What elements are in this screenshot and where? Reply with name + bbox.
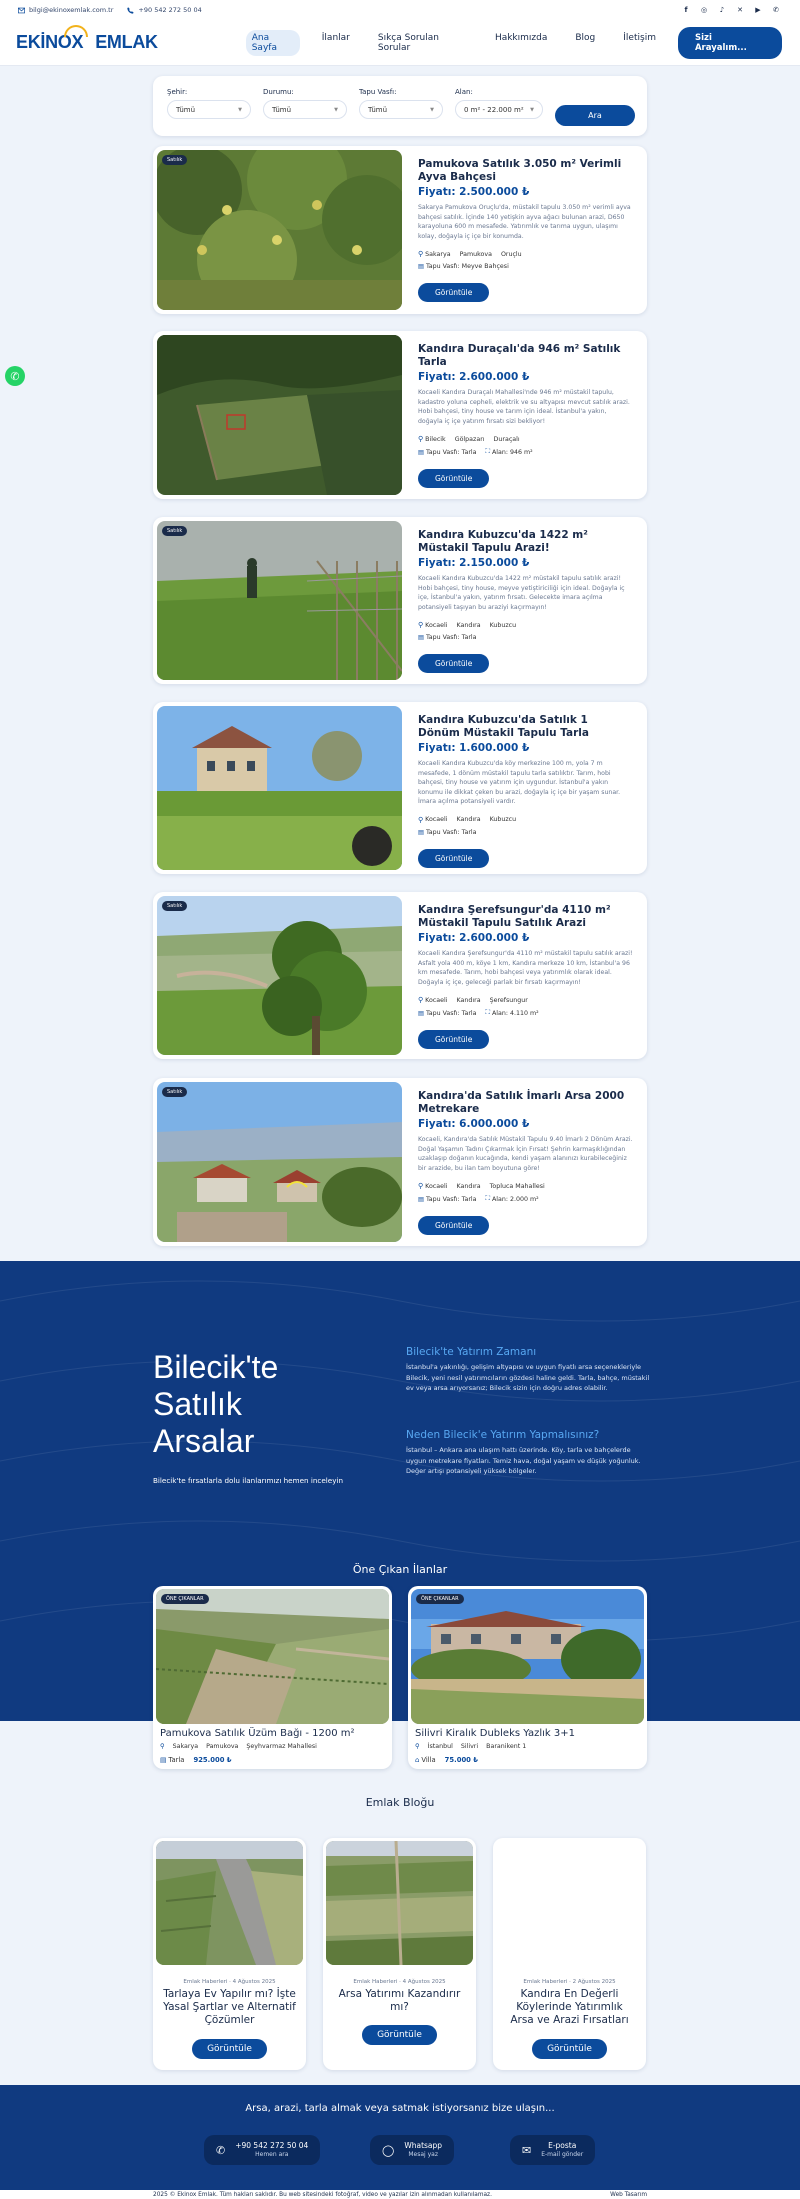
listing-photo (157, 521, 402, 680)
listing-image[interactable] (157, 1082, 402, 1242)
hero-section-2 (406, 1429, 651, 1477)
whatsapp-float-button[interactable] (5, 366, 25, 386)
view-listing-button[interactable]: Görüntüle (418, 1216, 489, 1235)
logo[interactable] (16, 32, 158, 53)
featured-price-row: ▤ Tarla 925.000 ₺ (160, 1756, 232, 1764)
listing-badge: Satılık (162, 155, 187, 165)
area-filter (455, 88, 543, 119)
logo-right: EMLAK (95, 32, 158, 52)
deed-icon: ▤ (160, 1756, 167, 1764)
nav-faq[interactable]: Sıkça Sorulan Sorular (377, 32, 439, 53)
listing-description: Sakarya Pamukova Oruçlu'da, müstakil tapulu 3.050 m² verimli ayva bahçesi satılık. İçinde 140 yetişkin ayva ağacı bulunan arazi, D650 karayoluna 600 m mesafede. Yatırımlık ve tarıma uygun, ulaşımı kolay, doğayla iç içe bir konumda. (418, 204, 631, 240)
chevron-down-icon: ▼ (238, 106, 242, 113)
blog-card[interactable] (153, 1838, 306, 2070)
featured-location: ⚲ İstanbul Silivri Baranikent 1 (415, 1743, 527, 1750)
whatsapp-icon: ✆ (10, 369, 20, 383)
hero-s1-text: İstanbul'a yakınlığı, gelişim altyapısı ve uygun fiyatlı arsa seçenekleriyle Bilecik, yeni nesil yatırımcıların gözdesi haline geldi. Tarla, bahçe, müstakil ev veya arsa arıyorsanız; Bilecik sizin için doğru adres olabilir. (406, 1363, 650, 1392)
listing-badge: Satılık (162, 1087, 187, 1097)
pin-icon: ⚲ (418, 1182, 424, 1190)
listing-location: ⚲ Sakarya Pamukova Oruçlu (418, 250, 522, 258)
listing-photo (157, 150, 402, 310)
pin-icon: ⚲ (418, 815, 424, 824)
blog-card[interactable] (323, 1838, 476, 2070)
featured-card[interactable] (153, 1586, 392, 1769)
whatsapp-icon[interactable]: ✆ (773, 6, 779, 14)
house-icon: ⌂ (415, 1756, 420, 1764)
nav-listings[interactable]: İlanlar (321, 32, 350, 43)
area-label: Alan: (455, 88, 473, 96)
blog-meta: Emlak Haberleri · 4 Ağustos 2025 (353, 1979, 446, 1985)
listing-details: ▤ Tapu Vasfı: Tarla (418, 634, 477, 641)
status-select[interactable]: Tümü ▼ (263, 100, 347, 119)
listing-price: Fiyatı: 2.150.000 ₺ (418, 557, 530, 569)
main-nav (0, 20, 800, 66)
nav-menu (246, 30, 678, 56)
deed-icon: ▤ (418, 634, 424, 641)
deed-icon: ▤ (418, 1195, 424, 1203)
blog-view-button[interactable]: Görüntüle (153, 2036, 306, 2059)
nav-home[interactable]: Ana Sayfa (246, 30, 300, 56)
listing-details: ▤ Tapu Vasfı: Tarla ⛶ Alan: 4.110 m² (418, 1009, 539, 1017)
hero-subtitle: Bilecik'te fırsatlarla dolu ilanlarımızı hemen inceleyin (153, 1476, 343, 1485)
whatsapp-contact-button[interactable]: ◯ Whatsapp Mesaj yaz (370, 2135, 454, 2165)
blog-image (156, 1841, 303, 1965)
featured-image (156, 1589, 389, 1724)
instagram-icon[interactable]: ◎ (700, 6, 708, 14)
contact-title: Arsa, arazi, tarla almak veya satmak istiyorsanız bize ulaşın... (245, 2103, 555, 2114)
featured-badge: ÖNE ÇIKANLAR (416, 1594, 464, 1604)
listing-body (418, 904, 633, 1049)
status-label: Durumu: (263, 88, 294, 96)
footer (0, 2190, 800, 2199)
view-listing-button[interactable]: Görüntüle (418, 283, 489, 302)
hero-s1-title: Bilecik'te Yatırım Zamanı (406, 1346, 537, 1358)
view-listing-button[interactable]: Görüntüle (418, 1030, 489, 1049)
deed-filter (359, 88, 443, 119)
nav-about[interactable]: Hakkımızda (494, 32, 548, 43)
blog-card[interactable] (493, 1838, 646, 2070)
deed-icon: ▤ (418, 828, 424, 836)
hero-s2-text: İstanbul – Ankara ana ulaşım hattı üzerinde. Köy, tarla ve bahçelerde uygun metrekare fiyatları. Temiz hava, doğal yaşam ve düşük yoğunluk. Değer artışı potansiyeli yüksek bölgeler. (406, 1446, 641, 1475)
listing-location: ⚲ Kocaeli Kandıra Kubuzcu (418, 621, 517, 629)
featured-title-2: Silivri Kiralık Dubleks Yazlık 3+1 (415, 1728, 576, 1739)
email-link[interactable] (18, 6, 113, 14)
city-label: Şehir: (167, 88, 188, 96)
featured-badge: ÖNE ÇIKANLAR (161, 1594, 209, 1604)
featured-image (411, 1589, 644, 1724)
social-links (674, 4, 782, 16)
contact-section (0, 2085, 800, 2190)
web-design-credit[interactable]: Web Tasarım (610, 2191, 647, 2198)
listing-photo (157, 706, 402, 870)
listing-description: Kocaeli, Kandıra'da Satılık Müstakil Tapulu 9.40 İmarlı 2 Dönüm Arazi. Doğal Yaşamın Tadını Çıkarmak İçin Fırsat! Şehrin karmaşıklığından uzaklaşıp doğanın kucağında, kendi yaşam alanınızı kurabileceğiniz bir arazide, bu ilan tam boyutuna göre! (418, 1136, 633, 1172)
hero-s2-title: Neden Bilecik'e Yatırım Yapmalısınız? (406, 1429, 600, 1441)
copyright: 2025 © Ekinox Emlak. Tüm hakları saklıdır. Bu web sitesindeki fotoğraf, video ve yazılar izin alınmadan kullanılamaz. (153, 2191, 492, 2198)
listing-title[interactable]: Pamukova Satılık 3.050 m² Verimli Ayva Bahçesi (418, 158, 622, 183)
listing-details: ▤ Tapu Vasfı: Meyve Bahçesi (418, 263, 509, 270)
phone-text: +90 542 272 50 04 (138, 6, 202, 14)
nav-blog[interactable]: Blog (575, 32, 596, 43)
listing-price: Fiyatı: 2.600.000 ₺ (418, 932, 530, 944)
listing-title[interactable]: Kandıra Kubuzcu'da 1422 m² Müstakil Tapulu Arazi! (418, 529, 588, 554)
listing-photo (157, 335, 402, 495)
youtube-icon[interactable]: ▶ (755, 6, 761, 14)
logo-left: EKİNOX (16, 32, 84, 52)
listing-badge: Satılık (162, 526, 187, 536)
listing-photo (157, 1082, 402, 1242)
listing-description: Kocaeli Kandıra Kubuzcu'da köy merkezine 100 m, yola 7 m mesafede, 1 dönüm müstakil tapulu tarla satılıktır. Tarım, hobi bahçesi, tiny house ve yatırım için uygundur. İstanbul'a yakın konumu ile dikkat çeken bu arazi, doğayla iç içe bir yaşam sunar. İmara açılma potansiyeli vardır. (418, 760, 621, 805)
x-icon[interactable]: ✕ (737, 6, 743, 14)
city-filter (167, 88, 251, 119)
view-listing-button[interactable]: Görüntüle (418, 654, 489, 673)
blog-image (326, 1841, 473, 1965)
listing-details: ▤ Tapu Vasfı: Tarla ⛶ Alan: 946 m² (418, 448, 533, 456)
chevron-down-icon: ▼ (430, 106, 434, 113)
featured-location: ⚲ Sakarya Pamukova Şeyhvarmaz Mahallesi (160, 1743, 317, 1750)
wave-pattern (0, 1261, 800, 1721)
deed-icon: ▤ (418, 263, 424, 270)
area-icon: ⛶ (485, 448, 490, 455)
listing-photo (157, 896, 402, 1055)
listing-description: Kocaeli Kandıra Duraçalı Mahallesi'nde 946 m² müstakil tapulu, kadastro yoluna cepheli, elektrik ve su altyapısı mevcut satılık arazi. Hobi bahçesi, tiny house ve tarım için ideal. İstanbul'a yakın, doğayla iç içe yatırım fırsatı sizi bekliyor! (418, 389, 630, 425)
listing-image[interactable] (157, 335, 402, 495)
featured-card[interactable] (408, 1586, 647, 1769)
listing-location: ⚲ Kocaeli Kandıra Kubuzcu (418, 815, 517, 824)
deed-icon: ▤ (418, 448, 424, 456)
listing-price: Fiyatı: 2.600.000 ₺ (418, 371, 530, 383)
hero-section (0, 1261, 800, 1721)
listing-image[interactable] (157, 150, 402, 310)
blog-post-title[interactable]: Tarlaya Ev Yapılır mı? İşte Yasal Şartlar ve Alternatif Çözümler (163, 1988, 296, 2026)
listing-location: ⚲ Kocaeli Kandıra Şerefsungur (418, 996, 528, 1004)
listing-location: ⚲ Kocaeli Kandıra Topluca Mahallesi (418, 1182, 545, 1190)
nav-contact[interactable]: İletişim (623, 32, 656, 43)
blog-meta: Emlak Haberleri · 4 Ağustos 2025 (183, 1979, 276, 1985)
listing-card[interactable] (153, 702, 647, 874)
mail-icon (18, 7, 25, 14)
city-select[interactable]: Tümü ▼ (167, 100, 251, 119)
whatsapp-icon: ◯ (382, 2143, 395, 2157)
blog-title: Emlak Bloğu (365, 1796, 435, 1809)
listing-description: Kocaeli Kandıra Şerefsungur'da 4110 m² müstakil tapulu satılık arazi! Asfalt yola 400 m, köye 1 km, Kandıra merkeze 10 km, İstanbul'a 96 km mesafede. Tarım, hobi bahçesi veya yatırımlık olarak ideal. Doğayla iç içe, geleceği parlak bir fırsatı kaçırmayın! (418, 950, 633, 986)
listing-price: Fiyatı: 2.500.000 ₺ (418, 186, 530, 198)
blog-view-button[interactable]: Görüntüle (493, 2036, 646, 2059)
email-text: bilgi@ekinoxemlak.com.tr (29, 6, 114, 14)
pin-icon: ⚲ (418, 250, 424, 258)
view-listing-button[interactable]: Görüntüle (418, 469, 489, 488)
view-listing-button[interactable]: Görüntüle (418, 849, 489, 868)
listing-body (418, 1090, 633, 1235)
chevron-down-icon: ▼ (334, 106, 338, 113)
blog-post-title[interactable]: Kandıra En Değerli Köylerinde Yatırımlık Arsa ve Arazi Fırsatları (510, 1988, 629, 2026)
hero-section-1 (406, 1346, 651, 1394)
listing-card[interactable] (153, 517, 647, 684)
listing-body (418, 714, 633, 868)
callback-button[interactable]: Sizi Arayalım... (678, 27, 782, 59)
mail-icon: ✉ (522, 2143, 532, 2157)
listing-details: ▤ Tapu Vasfı: Tarla (418, 828, 477, 836)
listing-image[interactable] (157, 521, 402, 680)
phone-icon (127, 7, 134, 14)
logo-arc-icon (64, 25, 88, 37)
listing-description: Kocaeli Kandıra Kubuzcu'da 1422 m² müstakil tapulu satılık arazi! Hobi bahçesi, tiny house, meyve yetiştiriciliği için ideal. Doğayla iç içe, İstanbul'a yakın, yatırım fırsatı. Gelecekte imara açılma potansiyeli taşıyan bu araziyi kaçırmayın! (418, 575, 625, 611)
pin-icon: ⚲ (418, 621, 424, 629)
blog-meta: Emlak Haberleri · 2 Ağustos 2025 (523, 1979, 616, 1985)
listing-price: Fiyatı: 1.600.000 ₺ (418, 742, 530, 754)
featured-price-row: ⌂ Villa 75.000 ₺ (415, 1756, 478, 1764)
area-select[interactable]: 0 m² - 22.000 m² ▼ (455, 100, 543, 119)
tiktok-icon[interactable]: ♪ (719, 6, 725, 14)
area-icon: ⛶ (485, 1009, 490, 1016)
listing-title[interactable]: Kandıra Kubuzcu'da Satılık 1 Dönüm Müstakil Tapulu Tarla (418, 714, 589, 739)
area-icon: ⛶ (485, 1195, 490, 1202)
listing-title[interactable]: Kandıra Şerefsungur'da 4110 m² Müstakil Tapulu Satılık Arazi (418, 904, 611, 929)
listing-card[interactable] (153, 1078, 647, 1246)
listing-title[interactable]: Kandıra Duraçalı'da 946 m² Satılık Tarla (418, 343, 621, 368)
blog-post-title[interactable]: Arsa Yatırımı Kazandırır mı? (338, 1988, 461, 2013)
phone-link[interactable] (127, 6, 201, 14)
listing-location: ⚲ Bilecik Gölpazarı Duraçalı (418, 435, 520, 443)
listing-image[interactable] (157, 896, 402, 1055)
listing-body (418, 343, 633, 488)
listing-title[interactable]: Kandıra'da Satılık İmarlı Arsa 2000 Metrekare (418, 1090, 625, 1115)
blog-view-button[interactable]: Görüntüle (323, 2022, 476, 2045)
chevron-down-icon: ▼ (530, 106, 534, 113)
listing-body (418, 529, 633, 673)
phone-icon: ✆ (216, 2143, 226, 2157)
pin-icon: ⚲ (418, 996, 424, 1004)
listing-details: ▤ Tapu Vasfı: Tarla ⛶ Alan: 2.000 m² (418, 1195, 539, 1203)
deed-icon: ▤ (418, 1009, 424, 1017)
listing-badge: Satılık (162, 901, 187, 911)
facebook-icon[interactable]: f (684, 6, 688, 14)
deed-select[interactable]: Tümü ▼ (359, 100, 443, 119)
listing-image[interactable] (157, 706, 402, 870)
search-filter (153, 76, 647, 136)
listing-card[interactable] (153, 331, 647, 499)
top-bar (0, 0, 800, 20)
listing-price: Fiyatı: 6.000.000 ₺ (418, 1118, 530, 1130)
listing-card[interactable] (153, 146, 647, 314)
status-filter (263, 88, 347, 119)
phone-contact-button[interactable]: ✆ +90 542 272 50 04 Hemen ara (204, 2135, 320, 2165)
listing-card[interactable] (153, 892, 647, 1059)
deed-label: Tapu Vasfı: (359, 88, 397, 96)
pin-icon: ⚲ (160, 1743, 165, 1750)
hero-title: Bilecik'te Satılık Arsalar (153, 1349, 279, 1459)
listing-body (418, 158, 633, 302)
email-contact-button[interactable]: ✉ E-posta E-mail gönder (510, 2135, 595, 2165)
featured-title-1: Pamukova Satılık Üzüm Bağı - 1200 m² (160, 1728, 355, 1739)
pin-icon: ⚲ (418, 435, 424, 443)
search-button[interactable]: Ara (555, 105, 635, 126)
pin-icon: ⚲ (415, 1743, 420, 1750)
featured-title: Öne Çıkan İlanlar (352, 1563, 448, 1576)
